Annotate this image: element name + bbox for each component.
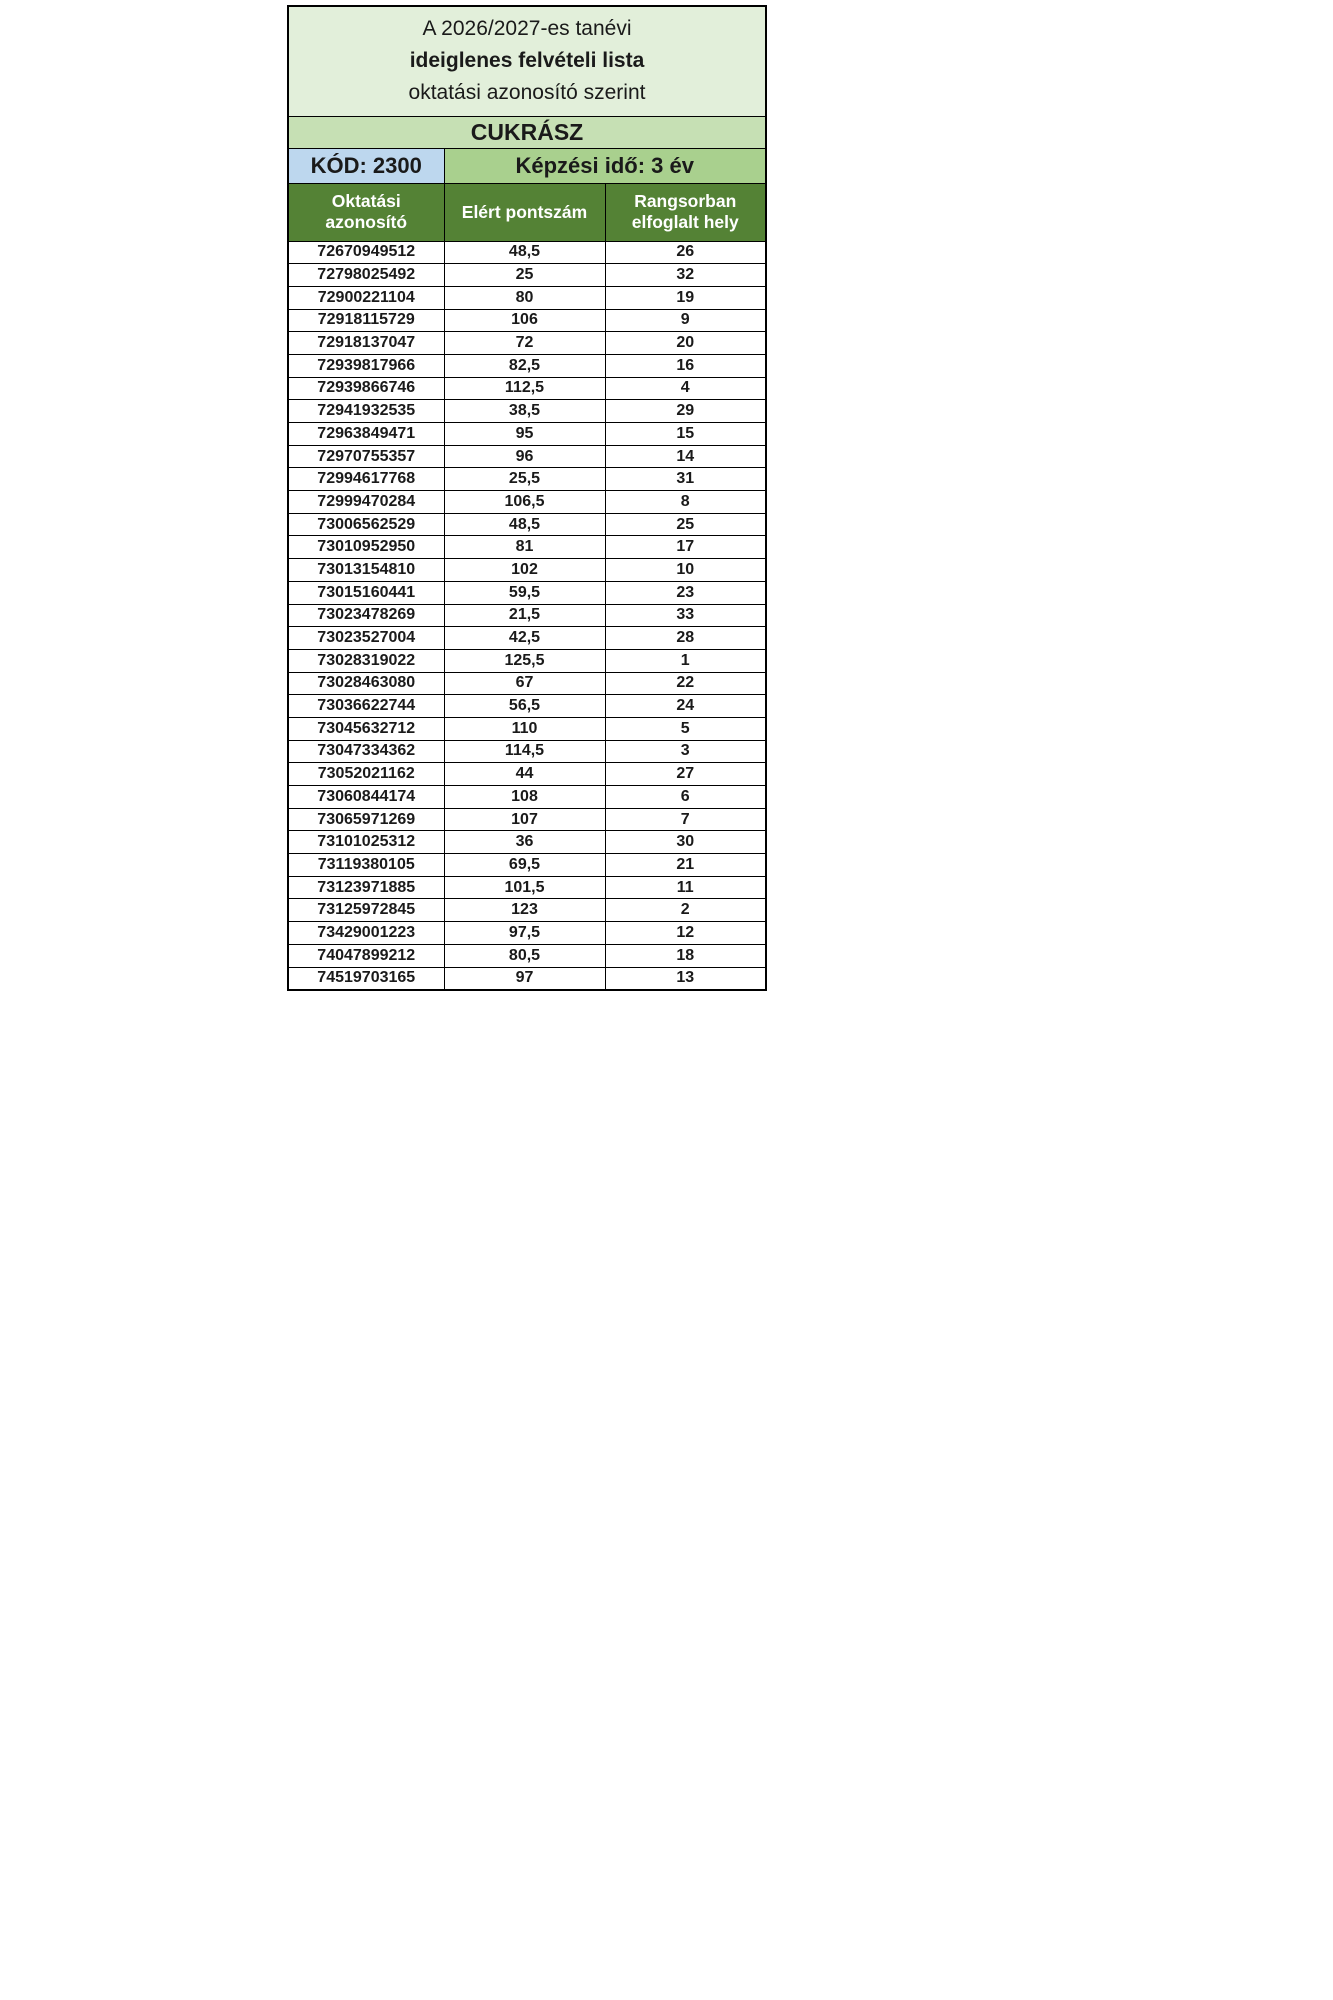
points-cell: 95 xyxy=(444,423,605,446)
points-cell: 107 xyxy=(444,808,605,831)
rank-cell: 6 xyxy=(605,786,766,809)
table-row xyxy=(288,672,766,695)
student-id-cell: 73028319022 xyxy=(288,649,444,672)
points-cell: 48,5 xyxy=(444,513,605,536)
points-cell: 36 xyxy=(444,831,605,854)
rank-cell: 15 xyxy=(605,423,766,446)
rank-cell: 20 xyxy=(605,332,766,355)
student-id-cell: 72941932535 xyxy=(288,400,444,423)
table-row xyxy=(288,740,766,763)
rank-cell: 22 xyxy=(605,672,766,695)
title-line-3: oktatási azonosító szerint xyxy=(408,81,646,105)
points-cell: 56,5 xyxy=(444,695,605,718)
rank-cell: 26 xyxy=(605,241,766,264)
rank-cell: 16 xyxy=(605,354,766,377)
student-id-cell: 73101025312 xyxy=(288,831,444,854)
points-cell: 97 xyxy=(444,967,605,990)
program-code: KÓD: 2300 xyxy=(288,148,444,183)
points-cell: 123 xyxy=(444,899,605,922)
rank-cell: 4 xyxy=(605,377,766,400)
points-cell: 101,5 xyxy=(444,876,605,899)
table-row xyxy=(288,808,766,831)
student-id-cell: 72999470284 xyxy=(288,491,444,514)
points-cell: 59,5 xyxy=(444,581,605,604)
rank-cell: 30 xyxy=(605,831,766,854)
rank-cell: 12 xyxy=(605,922,766,945)
student-id-cell: 72970755357 xyxy=(288,445,444,468)
student-id-cell: 72994617768 xyxy=(288,468,444,491)
title-line-2: ideiglenes felvételi lista xyxy=(409,49,645,73)
student-id-cell: 74519703165 xyxy=(288,967,444,990)
table-row xyxy=(288,717,766,740)
points-cell: 112,5 xyxy=(444,377,605,400)
program-name: CUKRÁSZ xyxy=(288,116,766,148)
rank-cell: 29 xyxy=(605,400,766,423)
table-row xyxy=(288,695,766,718)
column-header-row xyxy=(288,183,766,241)
table-row xyxy=(288,581,766,604)
student-id-cell: 73036622744 xyxy=(288,695,444,718)
points-cell: 69,5 xyxy=(444,854,605,877)
points-cell: 80,5 xyxy=(444,944,605,967)
table-row xyxy=(288,786,766,809)
points-cell: 97,5 xyxy=(444,922,605,945)
program-row xyxy=(288,116,766,148)
table-row xyxy=(288,649,766,672)
rank-cell: 18 xyxy=(605,944,766,967)
table-row xyxy=(288,944,766,967)
student-id-cell: 73125972845 xyxy=(288,899,444,922)
table-row xyxy=(288,264,766,287)
rank-cell: 3 xyxy=(605,740,766,763)
table-row xyxy=(288,831,766,854)
student-id-cell: 73060844174 xyxy=(288,786,444,809)
points-cell: 25,5 xyxy=(444,468,605,491)
title-line-1: A 2026/2027-es tanévi xyxy=(422,17,632,41)
points-cell: 106,5 xyxy=(444,491,605,514)
rank-cell: 25 xyxy=(605,513,766,536)
points-cell: 102 xyxy=(444,559,605,582)
points-cell: 67 xyxy=(444,672,605,695)
admission-list-table xyxy=(287,5,767,991)
points-cell: 108 xyxy=(444,786,605,809)
student-id-cell: 73119380105 xyxy=(288,854,444,877)
rank-cell: 11 xyxy=(605,876,766,899)
rank-cell: 7 xyxy=(605,808,766,831)
rank-cell: 32 xyxy=(605,264,766,287)
rank-cell: 2 xyxy=(605,899,766,922)
table-row xyxy=(288,286,766,309)
points-cell: 42,5 xyxy=(444,627,605,650)
student-id-cell: 73013154810 xyxy=(288,559,444,582)
student-id-cell: 73065971269 xyxy=(288,808,444,831)
column-header-rank: Rangsorban elfoglalt hely xyxy=(605,183,766,241)
table-row xyxy=(288,468,766,491)
rank-cell: 31 xyxy=(605,468,766,491)
table-row xyxy=(288,423,766,446)
rank-cell: 1 xyxy=(605,649,766,672)
table-row xyxy=(288,627,766,650)
student-id-cell: 72918115729 xyxy=(288,309,444,332)
rank-cell: 24 xyxy=(605,695,766,718)
table-row xyxy=(288,854,766,877)
student-id-cell: 72900221104 xyxy=(288,286,444,309)
table-row xyxy=(288,763,766,786)
table-row xyxy=(288,876,766,899)
training-duration: Képzési idő: 3 év xyxy=(444,148,766,183)
points-cell: 114,5 xyxy=(444,740,605,763)
table-row xyxy=(288,445,766,468)
student-id-cell: 73023527004 xyxy=(288,627,444,650)
points-cell: 72 xyxy=(444,332,605,355)
points-cell: 38,5 xyxy=(444,400,605,423)
points-cell: 80 xyxy=(444,286,605,309)
points-cell: 48,5 xyxy=(444,241,605,264)
student-id-cell: 73023478269 xyxy=(288,604,444,627)
student-id-cell: 72798025492 xyxy=(288,264,444,287)
rank-cell: 13 xyxy=(605,967,766,990)
rank-cell: 21 xyxy=(605,854,766,877)
student-id-cell: 73015160441 xyxy=(288,581,444,604)
table-row xyxy=(288,491,766,514)
student-id-cell: 74047899212 xyxy=(288,944,444,967)
points-cell: 21,5 xyxy=(444,604,605,627)
student-id-cell: 73429001223 xyxy=(288,922,444,945)
table-row xyxy=(288,332,766,355)
table-row xyxy=(288,922,766,945)
points-cell: 82,5 xyxy=(444,354,605,377)
column-header-points: Elért pontszám xyxy=(444,183,605,241)
student-id-cell: 72939866746 xyxy=(288,377,444,400)
rank-cell: 14 xyxy=(605,445,766,468)
table-row xyxy=(288,377,766,400)
rank-cell: 19 xyxy=(605,286,766,309)
table-row xyxy=(288,241,766,264)
student-id-cell: 72939817966 xyxy=(288,354,444,377)
rank-cell: 5 xyxy=(605,717,766,740)
points-cell: 25 xyxy=(444,264,605,287)
student-id-cell: 73010952950 xyxy=(288,536,444,559)
points-cell: 44 xyxy=(444,763,605,786)
table-row xyxy=(288,400,766,423)
table-row xyxy=(288,536,766,559)
rank-cell: 8 xyxy=(605,491,766,514)
table-row xyxy=(288,559,766,582)
table-row xyxy=(288,309,766,332)
column-header-student-id: Oktatási azonosító xyxy=(288,183,444,241)
points-cell: 81 xyxy=(444,536,605,559)
table-row xyxy=(288,899,766,922)
rank-cell: 17 xyxy=(605,536,766,559)
rank-cell: 28 xyxy=(605,627,766,650)
document-title xyxy=(288,6,766,116)
student-id-cell: 73123971885 xyxy=(288,876,444,899)
table-body xyxy=(288,241,766,990)
rank-cell: 9 xyxy=(605,309,766,332)
rank-cell: 33 xyxy=(605,604,766,627)
student-id-cell: 73052021162 xyxy=(288,763,444,786)
student-id-cell: 73028463080 xyxy=(288,672,444,695)
student-id-cell: 72670949512 xyxy=(288,241,444,264)
student-id-cell: 72918137047 xyxy=(288,332,444,355)
table-row xyxy=(288,354,766,377)
rank-cell: 23 xyxy=(605,581,766,604)
table-row xyxy=(288,967,766,990)
rank-cell: 10 xyxy=(605,559,766,582)
points-cell: 106 xyxy=(444,309,605,332)
table-row xyxy=(288,604,766,627)
student-id-cell: 73006562529 xyxy=(288,513,444,536)
title-row xyxy=(288,6,766,116)
student-id-cell: 73045632712 xyxy=(288,717,444,740)
code-duration-row xyxy=(288,148,766,183)
student-id-cell: 72963849471 xyxy=(288,423,444,446)
points-cell: 110 xyxy=(444,717,605,740)
rank-cell: 27 xyxy=(605,763,766,786)
points-cell: 96 xyxy=(444,445,605,468)
table-row xyxy=(288,513,766,536)
points-cell: 125,5 xyxy=(444,649,605,672)
student-id-cell: 73047334362 xyxy=(288,740,444,763)
